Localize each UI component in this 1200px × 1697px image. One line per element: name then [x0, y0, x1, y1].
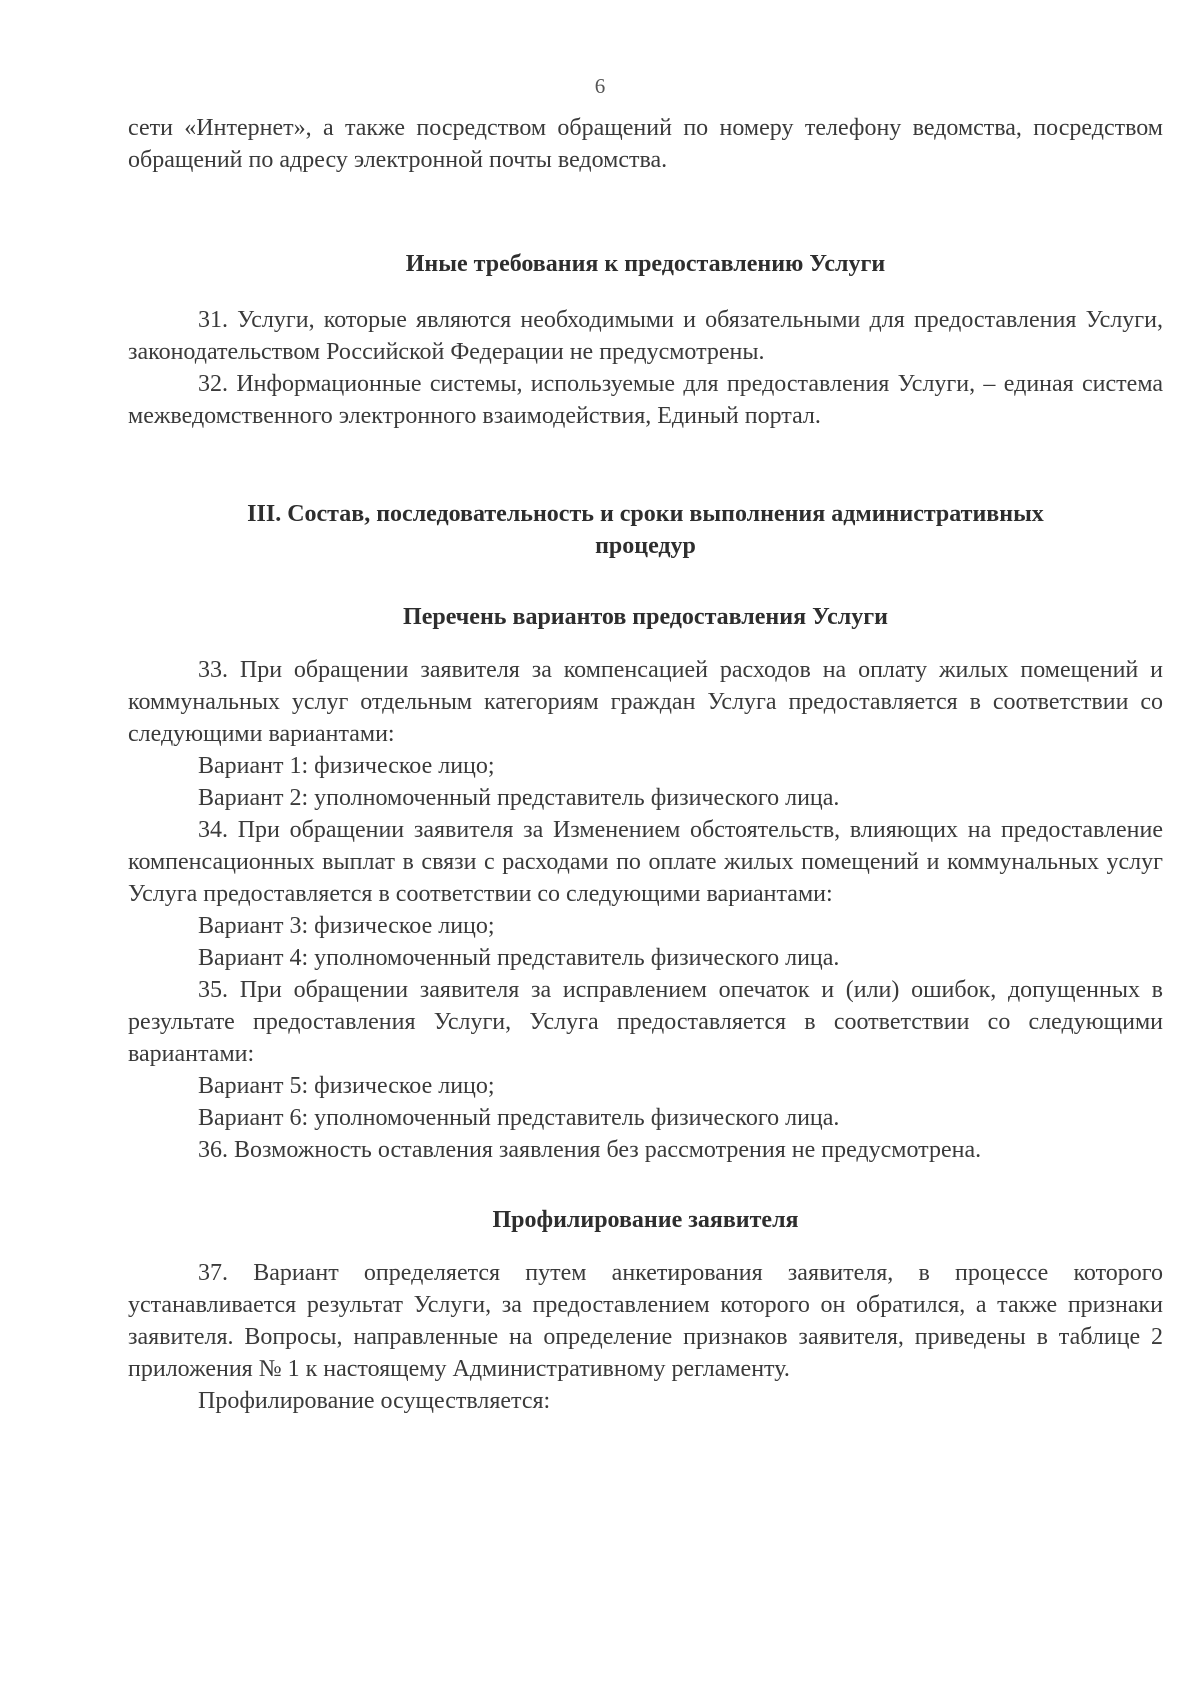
section-other-body — [128, 304, 1163, 432]
paragraph-34: 34. При обращении заявителя за Изменением обстоятельств, влияющих на предоставление компенсационных выплат в связи с расходами по оплате жилых помещений и коммунальных услуг Услуга предоставляется в соответствии со следующими вариантами: — [128, 817, 1163, 907]
variant-5: Вариант 5: физическое лицо; — [198, 1073, 495, 1099]
paragraph-profiling-intro: Профилирование осуществляется: — [198, 1388, 551, 1414]
heading-profiling: Профилирование заявителя — [492, 1207, 799, 1233]
paragraph-35: 35. При обращении заявителя за исправлением опечаток и (или) ошибок, допущенных в результате предоставления Услуги, Услуга предоставляется в соответствии со следующими вариантами: — [128, 977, 1163, 1067]
variant-1: Вариант 1: физическое лицо; — [198, 753, 495, 779]
heading-section-iii-line1: III. Состав, последовательность и сроки выполнения административных — [247, 501, 1044, 527]
variant-4: Вариант 4: уполномоченный представитель физического лица. — [198, 945, 840, 971]
heading-section-iii — [128, 498, 1163, 562]
section-variants-body — [128, 654, 1163, 1166]
heading-other-requirements: Иные требования к предоставлению Услуги — [405, 251, 886, 277]
paragraph-37: 37. Вариант определяется путем анкетирования заявителя, в процессе которого устанавливается результат Услуги, за предоставлением которого он обратился, а также признаки заявителя. Вопросы, направленные на определение признаков заявителя, приведены в таблице 2 приложения № 1 к настоящему Административному регламенту. — [128, 1260, 1163, 1382]
paragraph-33: 33. При обращении заявителя за компенсацией расходов на оплату жилых помещений и коммунальных услуг отдельным категориям граждан Услуга предоставляется в соответствии со следующими вариантами: — [128, 657, 1163, 747]
heading-variants-list: Перечень вариантов предоставления Услуги — [403, 604, 888, 630]
variant-6: Вариант 6: уполномоченный представитель физического лица. — [198, 1105, 840, 1131]
section-profiling-body — [128, 1257, 1163, 1417]
paragraph-36: 36. Возможность оставления заявления без рассмотрения не предусмотрена. — [198, 1137, 982, 1163]
variant-2: Вариант 2: уполномоченный представитель физического лица. — [198, 785, 840, 811]
page-number: 6 — [594, 74, 606, 98]
heading-section-iii-line2: процедур — [595, 533, 696, 559]
intro-paragraph-block — [128, 112, 1163, 176]
paragraph-31: 31. Услуги, которые являются необходимыми и обязательными для предоставления Услуги, законодательством Российской Федерации не предусмотрены. — [128, 307, 1163, 365]
variant-3: Вариант 3: физическое лицо; — [198, 913, 495, 939]
intro-paragraph: сети «Интернет», а также посредством обращений по номеру телефону ведомства, посредством обращений по адресу электронной почты ведомства. — [128, 115, 1163, 173]
paragraph-32: 32. Информационные системы, используемые для предоставления Услуги, – единая система межведомственного электронного взаимодействия, Единый портал. — [128, 371, 1163, 429]
